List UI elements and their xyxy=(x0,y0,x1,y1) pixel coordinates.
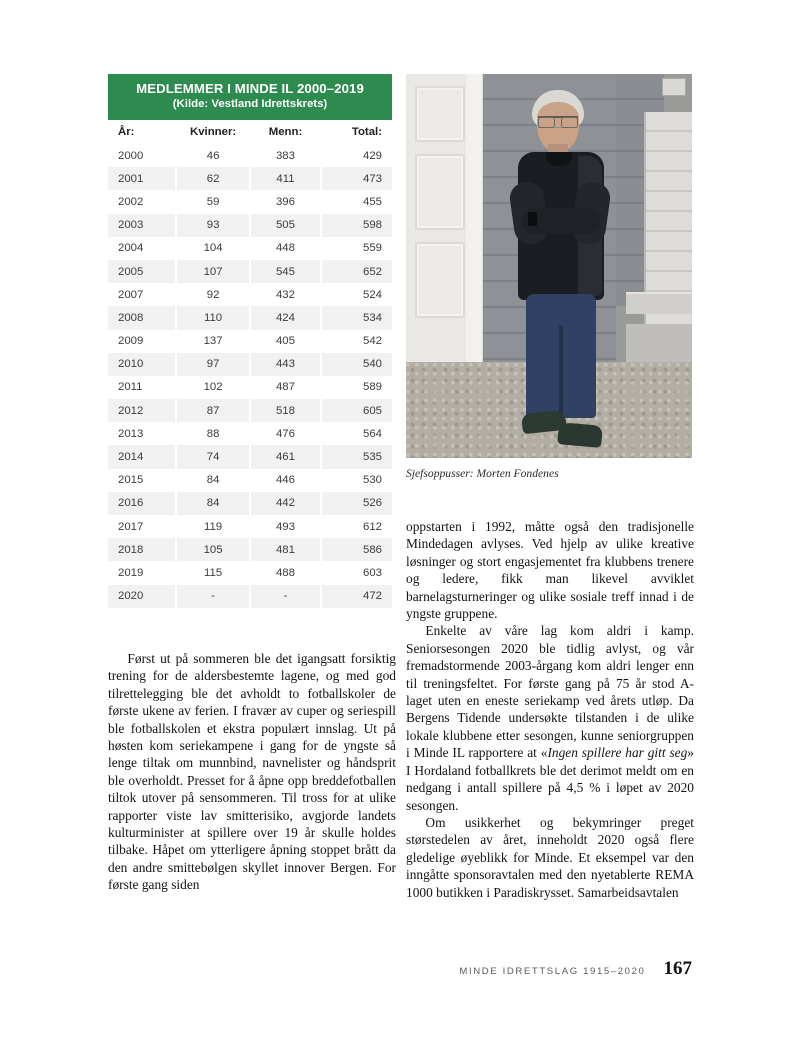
cell-year: 2002 xyxy=(108,190,176,213)
members-table-block xyxy=(108,74,392,608)
table-row xyxy=(108,561,392,584)
cell-year: 2019 xyxy=(108,561,176,584)
cell-year: 2014 xyxy=(108,445,176,468)
cell-year: 2010 xyxy=(108,353,176,376)
page-number: 167 xyxy=(663,958,692,979)
cell-women: 105 xyxy=(176,538,250,561)
glasses-icon xyxy=(538,116,578,128)
cell-year: 2011 xyxy=(108,376,176,399)
cell-total: 472 xyxy=(321,585,392,608)
cell-men: 493 xyxy=(250,515,321,538)
table-row xyxy=(108,283,392,306)
photo-door-frame xyxy=(466,74,482,374)
cell-year: 2016 xyxy=(108,492,176,515)
cell-women: 74 xyxy=(176,445,250,468)
table-row xyxy=(108,144,392,167)
table-row xyxy=(108,214,392,237)
photo-person-watch xyxy=(528,212,537,226)
cell-women: 104 xyxy=(176,237,250,260)
cell-women: 119 xyxy=(176,515,250,538)
cell-men: 443 xyxy=(250,353,321,376)
cell-men: 488 xyxy=(250,561,321,584)
photo-block xyxy=(406,74,692,481)
photo-caption: Sjefsoppusser: Morten Fondenes xyxy=(406,467,559,480)
cell-men: 442 xyxy=(250,492,321,515)
cell-total: 652 xyxy=(321,260,392,283)
photo-door-panel xyxy=(415,242,465,318)
paragraph: Først ut på sommeren ble det igangsatt forsiktig trening for de aldersbestemte lagene, og med god tilrettelegging ble det avholdt to fotballskoler de første ukene av ferien. I fravær av cuper og seriespill ble fotballskolen et ekstra populært innslag. Ut på høsten kom seriekampene i gang for de yngste så lenge tiltak om munnbind, navnelister og håndsprit ble overholdt. Presset for å åpne opp breddefotballen tiltok utover på sensommeren. Til tross for at ulike rapporter viste lav smitterisiko, avgjorde landets kulturminister at spillere over 19 år skulle holdes tilbake. Håpet om ytterligere åpning stoppet brått da den andre smittebølgen skyllet innover Bergen. For første gang siden xyxy=(108,651,396,893)
paragraph-text-before-quote: Enkelte av våre lag kom aldri i kamp. Seniorsesongen 2020 ble tidlig avlyst, og vår fremadstormende 2003-årgang kom aldri lenger enn til treningsfeltet. For første gang på 75 år stod A-laget uten en eneste seriekamp ved årets utløp. Da Bergens Tidende undersøkte tilstanden i de ulike lokale klubbene etter sesongen, kunne seniorgruppen i Minde IL rapportere at « xyxy=(406,623,694,761)
paragraph: Om usikkerhet og bekymringer preget størstedelen av året, inneholdt 2020 også flere gledelige øyeblikk for Minde. Et eksempel var den inngåtte sponsoravtalen med den nyetablerte REMA 1000 butikken i Paradiskrysset. Samarbeidsavtalen xyxy=(406,814,694,900)
paragraph-text-after-quote: » I Hordaland fotballkrets ble det derimot meldt om en nedgang i antall spillere på 4,5 % i løpet av 2020 sesongen. xyxy=(406,745,694,813)
members-table-body xyxy=(108,144,392,608)
cell-total: 603 xyxy=(321,561,392,584)
body-column-left xyxy=(108,650,396,894)
cell-men: 505 xyxy=(250,214,321,237)
table-row xyxy=(108,445,392,468)
cell-men: 448 xyxy=(250,237,321,260)
table-row xyxy=(108,492,392,515)
cell-women: 88 xyxy=(176,422,250,445)
cell-women: 62 xyxy=(176,167,250,190)
table-row xyxy=(108,330,392,353)
column-header-men: Menn: xyxy=(250,120,321,144)
photo-door-panel xyxy=(415,86,465,142)
cell-total: 559 xyxy=(321,237,392,260)
cell-year: 2012 xyxy=(108,399,176,422)
cell-women: 102 xyxy=(176,376,250,399)
members-table-title: MEDLEMMER I MINDE IL 2000–2019 xyxy=(136,81,364,96)
table-row xyxy=(108,167,392,190)
cell-men: 405 xyxy=(250,330,321,353)
column-header-women: Kvinner: xyxy=(176,120,250,144)
cell-year: 2013 xyxy=(108,422,176,445)
cell-women: 115 xyxy=(176,561,250,584)
table-row xyxy=(108,538,392,561)
cell-total: 586 xyxy=(321,538,392,561)
cell-men: 545 xyxy=(250,260,321,283)
paragraph-with-quote xyxy=(406,622,694,813)
cell-year: 2003 xyxy=(108,214,176,237)
cell-men: 446 xyxy=(250,469,321,492)
cell-women: 59 xyxy=(176,190,250,213)
table-row xyxy=(108,306,392,329)
cell-total: 542 xyxy=(321,330,392,353)
body-column-right xyxy=(406,518,694,901)
cell-year: 2008 xyxy=(108,306,176,329)
cell-women: - xyxy=(176,585,250,608)
photo-shelf xyxy=(626,292,692,314)
table-row xyxy=(108,190,392,213)
cell-total: 540 xyxy=(321,353,392,376)
column-header-total: Total: xyxy=(321,120,392,144)
quoted-phrase: Ingen spillere har gitt seg xyxy=(547,745,688,761)
column-header-year: År: xyxy=(108,120,176,144)
table-row xyxy=(108,260,392,283)
cell-men: 411 xyxy=(250,167,321,190)
cell-total: 530 xyxy=(321,469,392,492)
table-row xyxy=(108,353,392,376)
cell-men: 476 xyxy=(250,422,321,445)
table-row xyxy=(108,515,392,538)
cell-men: 481 xyxy=(250,538,321,561)
cell-total: 473 xyxy=(321,167,392,190)
photo-person xyxy=(502,90,622,458)
cell-total: 612 xyxy=(321,515,392,538)
cell-year: 2015 xyxy=(108,469,176,492)
cell-men: 487 xyxy=(250,376,321,399)
cell-year: 2000 xyxy=(108,144,176,167)
cell-total: 526 xyxy=(321,492,392,515)
cell-men: - xyxy=(250,585,321,608)
cell-women: 84 xyxy=(176,469,250,492)
cell-men: 424 xyxy=(250,306,321,329)
table-row xyxy=(108,585,392,608)
cell-total: 534 xyxy=(321,306,392,329)
photo-morten-fondenes xyxy=(406,74,692,458)
cell-year: 2018 xyxy=(108,538,176,561)
page-footer xyxy=(108,958,692,984)
cell-year: 2017 xyxy=(108,515,176,538)
photo-door-panel xyxy=(415,154,465,230)
cell-year: 2001 xyxy=(108,167,176,190)
table-row xyxy=(108,469,392,492)
cell-women: 92 xyxy=(176,283,250,306)
cell-women: 84 xyxy=(176,492,250,515)
cell-year: 2009 xyxy=(108,330,176,353)
cell-men: 461 xyxy=(250,445,321,468)
table-row xyxy=(108,399,392,422)
photo-wall-box xyxy=(662,78,686,96)
running-head: MINDE IDRETTSLAG 1915–2020 xyxy=(459,966,646,977)
table-row xyxy=(108,376,392,399)
members-table-source: (Kilde: Vestland Idrettskrets) xyxy=(172,98,328,111)
cell-total: 524 xyxy=(321,283,392,306)
cell-women: 110 xyxy=(176,306,250,329)
table-header-row xyxy=(108,120,392,144)
cell-women: 137 xyxy=(176,330,250,353)
cell-men: 383 xyxy=(250,144,321,167)
table-row xyxy=(108,237,392,260)
photo-person-collar xyxy=(546,152,572,166)
cell-total: 564 xyxy=(321,422,392,445)
cell-women: 87 xyxy=(176,399,250,422)
cell-women: 93 xyxy=(176,214,250,237)
cell-year: 2007 xyxy=(108,283,176,306)
photo-person-jeans-split xyxy=(559,326,563,418)
members-table-header xyxy=(108,74,392,120)
cell-year: 2004 xyxy=(108,237,176,260)
cell-total: 598 xyxy=(321,214,392,237)
cell-total: 589 xyxy=(321,376,392,399)
cell-women: 107 xyxy=(176,260,250,283)
table-row xyxy=(108,422,392,445)
cell-year: 2020 xyxy=(108,585,176,608)
members-table xyxy=(108,120,392,608)
cell-year: 2005 xyxy=(108,260,176,283)
cell-total: 605 xyxy=(321,399,392,422)
cell-women: 97 xyxy=(176,353,250,376)
cell-women: 46 xyxy=(176,144,250,167)
photo-person-shoe-right xyxy=(557,422,603,448)
cell-men: 518 xyxy=(250,399,321,422)
cell-men: 396 xyxy=(250,190,321,213)
cell-total: 429 xyxy=(321,144,392,167)
cell-total: 455 xyxy=(321,190,392,213)
paragraph: oppstarten i 1992, måtte også den tradisjonelle Mindedagen avlyses. Ved hjelp av ulike kreative løsninger og stort engasjementet fra klubbens trenere og ledere, fikk man likevel avviklet barnelagsturneringer og ulike sosiale treff innad i de yngste gruppene. xyxy=(406,519,694,622)
cell-men: 432 xyxy=(250,283,321,306)
cell-total: 535 xyxy=(321,445,392,468)
